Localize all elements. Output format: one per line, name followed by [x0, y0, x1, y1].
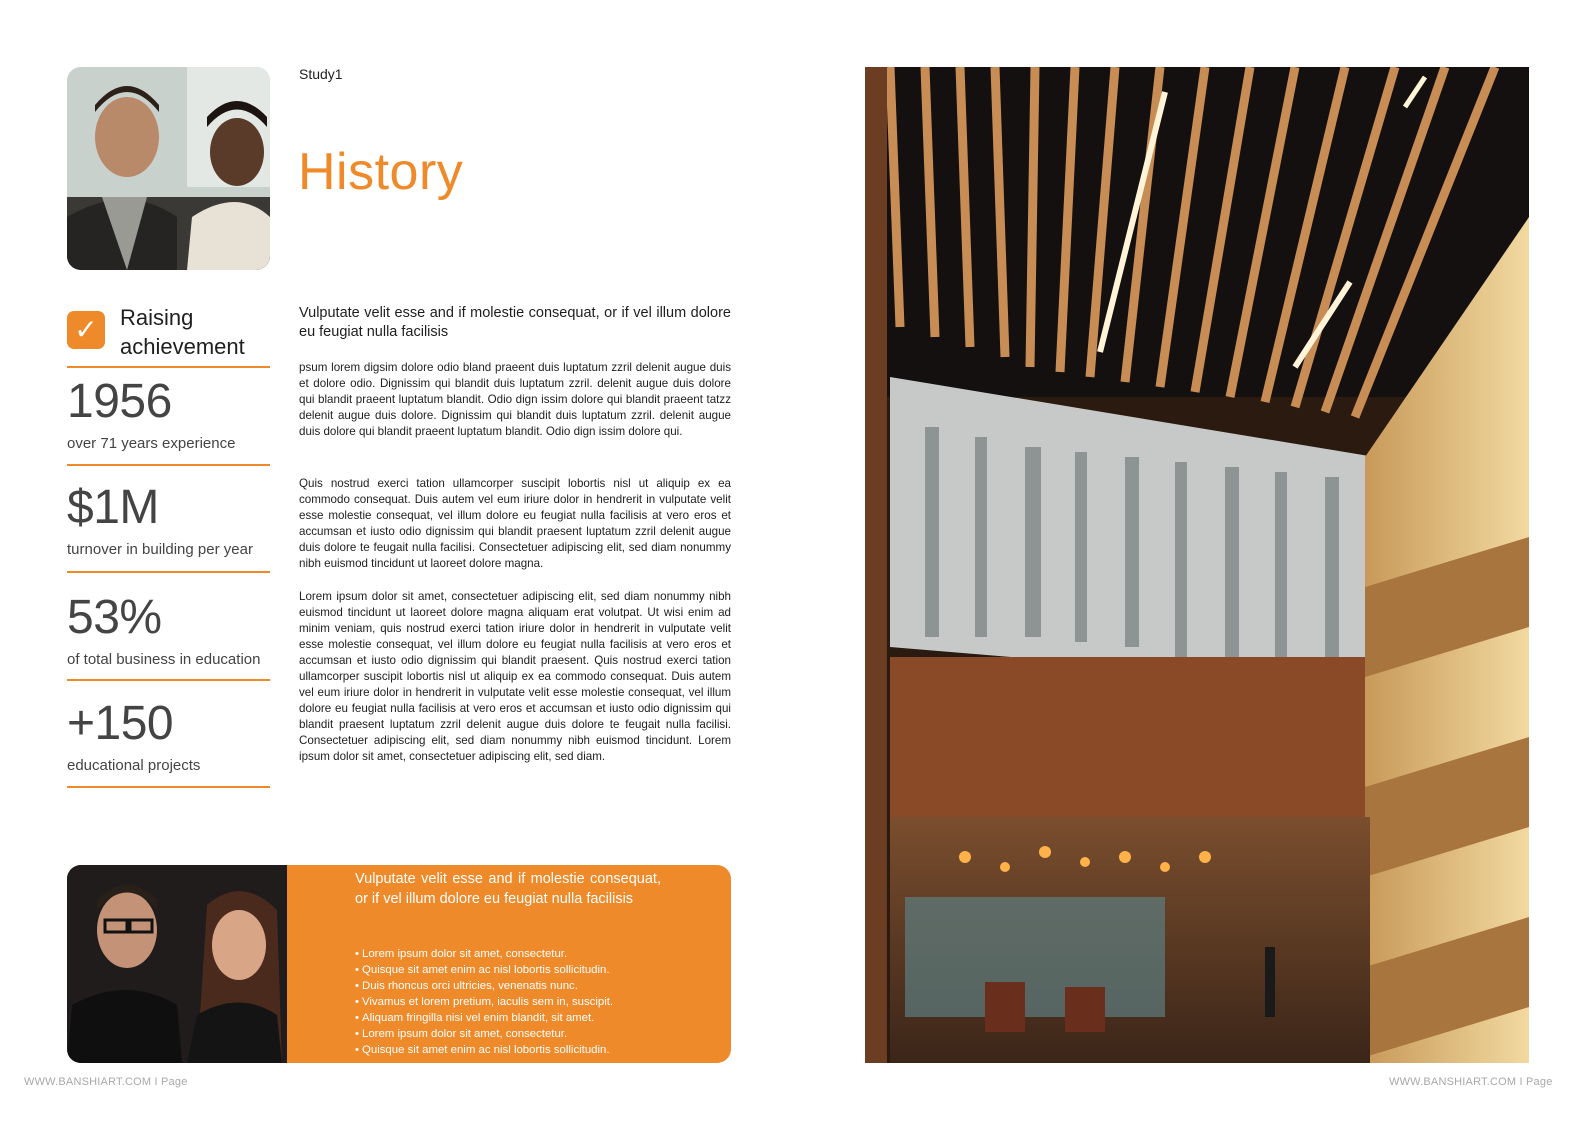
stat-education-share — [67, 590, 270, 681]
stat-turnover — [67, 480, 270, 573]
callout-box — [287, 865, 731, 1063]
footer-left: WWW.BANSHIART.COM I Page — [24, 1076, 188, 1088]
article-paragraph-2: Quis nostrud exerci tation ullamcorper suscipit lobortis nisl ut aliquip ex ea commodo consequat. Duis autem vel eum iriure dolor in hendrerit in vulputate velit esse molestie consequat, vel illum dolore eu feugiat nulla facilisis at vero eros et accumsan et iusto odio dignissim qui blandit praesent luptatum zzril delenit augue duis dolore te feugait nulla facilisi. Consectetuer adipiscing elit, sed diam nonummy nibh euismod tincidunt ut laoreet dolore magna. — [299, 477, 731, 570]
footer-right: WWW.BANSHIART.COM I Page — [1389, 1076, 1553, 1088]
stat-value: 53% — [67, 591, 162, 644]
stat-value: +150 — [67, 697, 174, 750]
highlight-line-2: achievement — [120, 334, 245, 359]
highlight-line-1: Raising — [120, 305, 194, 330]
list-item: • Duis rhoncus orci ultricies, venenatis nunc. — [355, 978, 613, 994]
callout-lead: Vulputate velit esse and if molestie consequat, or if vel illum dolore eu feugiat nulla facilisis — [355, 871, 661, 907]
page-title: History — [298, 143, 464, 201]
article-paragraph-1: psum lorem digsim dolore odio bland praeent duis luptatum zzril delenit augue duis et dolore odio. Dignissim qui blandit duis luptatum zzril. delenit augue duis dolore qui blandit praeent luptatum blandit. Odio dign issim dolore qui blandit praeent tatzz delenit augue duis dolore. Dignissim qui blandit duis luptatum zzril. delenit augue duis dolore qui blandit praeent luptatum blandit. Odio dign issim dolore qui. — [299, 361, 731, 438]
check-icon: ✓ — [67, 311, 105, 349]
study-label: Study1 — [299, 66, 343, 82]
callout-bullet-list — [355, 946, 613, 1058]
atrium-photo — [865, 67, 1529, 1063]
list-item: • Quisque sit amet enim ac nisl lobortis sollicitudin. — [355, 962, 613, 978]
stat-description: of total business in education — [67, 651, 261, 668]
highlight-text — [120, 303, 245, 361]
portrait-photo-top — [67, 67, 270, 270]
list-item: • Vivamus et lorem pretium, iaculis sem in, suscipit. — [355, 994, 613, 1010]
stat-value: 1956 — [67, 375, 172, 428]
list-item: • Quisque sit amet enim ac nisl lobortis sollicitudin. — [355, 1042, 613, 1058]
highlight-label — [67, 303, 270, 368]
stat-projects — [67, 696, 270, 788]
list-item: • Lorem ipsum dolor sit amet, consectetur. — [355, 946, 613, 962]
article-paragraph-3: Lorem ipsum dolor sit amet, consectetuer adipiscing elit, sed diam nonummy nibh euismod tincidunt ut laoreet dolore magna aliquam erat volutpat. Ut wisi enim ad minim veniam, quis nostrud exerci tation iriure dolor in hendrerit in vulputate velit esse molestie consequat, vel illum dolore eu feugiat nulla facilisis at vero eros et accumsan et iusto odio dignissim qui blandit praesent. Quis nostrud exerci tation ullamcorper suscipit lobortis nisl ut aliquip ex ea commodo consequat. Duis autem vel eum iriure dolor in hendrerit in vulputate velit esse molestie consequat, vel illum dolore eu feugiat nulla facilisis at vero eros et accumsan et iusto odio dignissim qui blandit praesent luptatum zzril delenit augue duis dolore te feugait nulla facilisi. Consectetuer adipiscing elit, sed diam nonummy nibh euismod tincidunt. Lorem ipsum dolor sit amet, consectetuer adipiscing elit, sed diam. — [299, 590, 731, 763]
list-item: • Aliquam fringilla nisi vel enim blandit, sit amet. — [355, 1010, 613, 1026]
list-item: • Lorem ipsum dolor sit amet, consectetur. — [355, 1026, 613, 1042]
stat-value: $1M — [67, 481, 159, 534]
stat-description: over 71 years experience — [67, 435, 236, 452]
article-lead: Vulputate velit esse and if molestie consequat, or if vel illum dolore eu feugiat nulla facilisis — [299, 305, 731, 340]
stat-description: educational projects — [67, 757, 201, 774]
stat-description: turnover in building per year — [67, 541, 253, 558]
stat-years — [67, 374, 270, 466]
portrait-photo-bottom — [67, 865, 287, 1063]
